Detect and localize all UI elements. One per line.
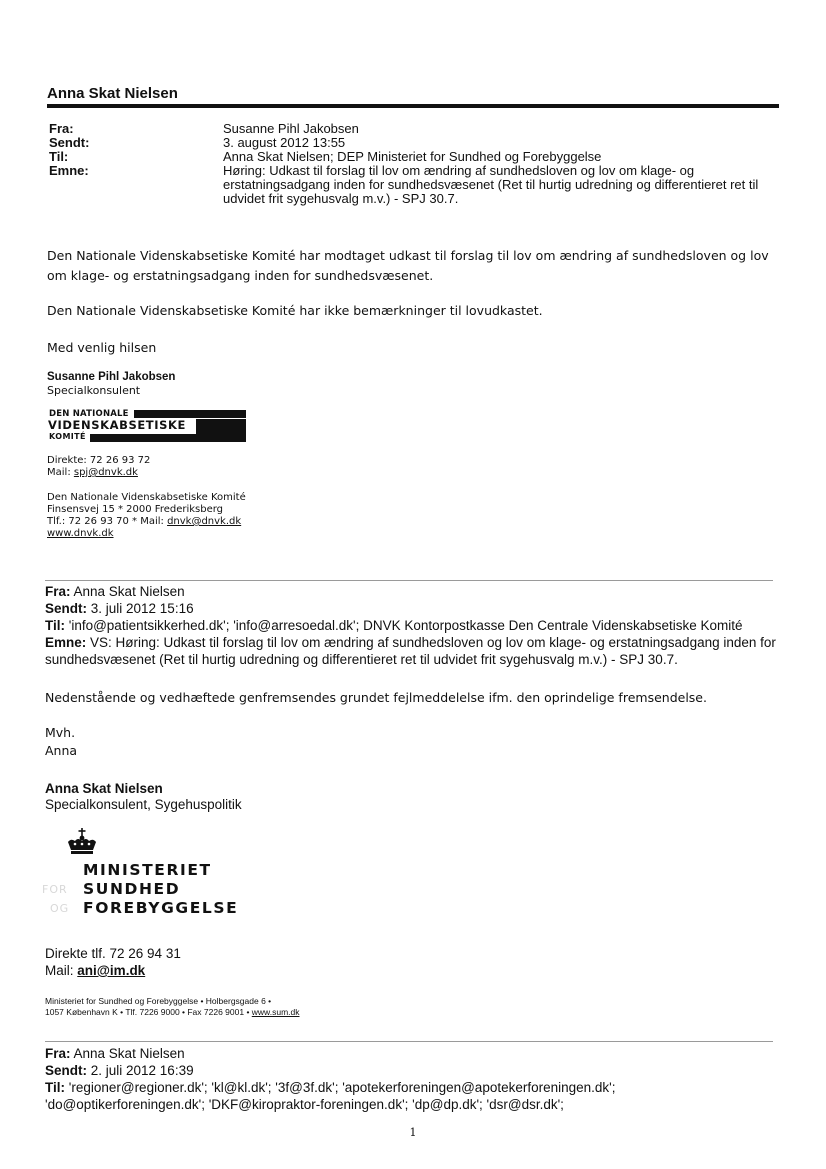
dnvk-logo bbox=[48, 409, 246, 443]
ministry-logo-line2: SUNDHED bbox=[83, 880, 181, 898]
logo-bar bbox=[196, 419, 246, 442]
mail-link[interactable]: ani@im.dk bbox=[77, 963, 146, 978]
crown-icon bbox=[62, 826, 102, 862]
forward-from bbox=[45, 583, 780, 600]
ministry-logo-ghost2: OG bbox=[50, 902, 70, 915]
sent-value: 2. juli 2012 16:39 bbox=[87, 1063, 194, 1078]
signature-address: Finsensvej 15 * 2000 Frederiksberg bbox=[47, 504, 224, 515]
to-value: 'info@patientsikkerhed.dk'; 'info@arresoedal.dk'; DNVK Kontorpostkasse Den Centrale Videnskabsetiske Komité bbox=[65, 618, 743, 633]
sent-label: Sendt: bbox=[49, 135, 90, 150]
subject-value: Høring: Udkast til forslag til lov om ændring af sundhedsloven og lov om klage- og erstatningsadgang inden for sundhedsvæsenet (Ret til hurtig udredning og differentieret ret til udvidet frit sygehusvalg m.v.) - SPJ 30.7. bbox=[223, 163, 759, 206]
mail-label: Mail: bbox=[45, 963, 78, 978]
phone-mail-label: Tlf.: 72 26 93 70 * Mail: bbox=[47, 516, 168, 527]
from-value: Susanne Pihl Jakobsen bbox=[223, 121, 359, 136]
forward-to bbox=[45, 617, 780, 634]
forward-header-1 bbox=[45, 583, 780, 668]
message-separator bbox=[45, 1041, 773, 1042]
sent-value: 3. juli 2012 15:16 bbox=[87, 601, 194, 616]
forward-sent bbox=[45, 1062, 785, 1079]
ministry-logo-line1: MINISTERIET bbox=[83, 861, 212, 879]
to-label: Til: bbox=[49, 149, 69, 164]
signature2-name: Anna Skat Nielsen bbox=[45, 781, 163, 796]
subject-label: Emne: bbox=[45, 635, 87, 650]
subject-label: Emne: bbox=[49, 163, 89, 178]
ministry-footer-line2 bbox=[45, 1007, 300, 1018]
signature-phone-mail bbox=[47, 516, 241, 528]
signature-title: Specialkonsulent bbox=[47, 384, 141, 397]
signature-name: Susanne Pihl Jakobsen bbox=[47, 371, 176, 383]
forward-sent bbox=[45, 600, 780, 617]
forward-header-2 bbox=[45, 1045, 785, 1113]
from-label: Fra: bbox=[45, 1046, 71, 1061]
signature-mail bbox=[47, 467, 138, 479]
forward-greeting: Mvh. bbox=[45, 725, 76, 740]
logo-text-line2: VIDENSKABSETISKE bbox=[48, 418, 186, 432]
from-value: Anna Skat Nielsen bbox=[70, 584, 185, 599]
to-value: Anna Skat Nielsen; DEP Ministeriet for Sundhed og Forebyggelse bbox=[223, 149, 602, 164]
mail-link[interactable]: spj@dnvk.dk bbox=[73, 467, 138, 478]
header-rule bbox=[47, 104, 779, 108]
footer-text: 1057 København K • Tlf. 7226 9000 • Fax 7226 9001 • bbox=[45, 1007, 252, 1017]
signature2-mail bbox=[45, 963, 145, 978]
signature-org: Den Nationale Videnskabsetiske Komité bbox=[47, 492, 246, 503]
to-value: 'regioner@regioner.dk'; 'kl@kl.dk'; '3f@3f.dk'; 'apotekerforeningen@apotekerforeningen.dk'; bbox=[65, 1080, 616, 1095]
ministry-logo-ghost1: FOR bbox=[42, 883, 68, 896]
website-link[interactable]: www.dnvk.dk bbox=[47, 528, 114, 539]
message-separator bbox=[45, 580, 773, 581]
ministry-website-link[interactable]: www.sum.dk bbox=[251, 1007, 300, 1017]
signature2-title: Specialkonsulent, Sygehuspolitik bbox=[45, 797, 242, 812]
body-paragraph-1: Den Nationale Videnskabsetiske Komité har modtaget udkast til forslag til lov om ændring af sundhedsloven og lov om klage- og erstatningsadgang inden for sundhedsvæsenet. bbox=[47, 248, 769, 283]
forward-greeting-name: Anna bbox=[45, 743, 78, 758]
closing: Med venlig hilsen bbox=[47, 340, 157, 355]
org-mail-link[interactable]: dnvk@dnvk.dk bbox=[167, 516, 242, 527]
ministry-logo-line3: FOREBYGGELSE bbox=[83, 899, 239, 917]
logo-bar bbox=[90, 434, 196, 442]
to-label: Til: bbox=[45, 1080, 65, 1095]
body-paragraph-2: Den Nationale Videnskabsetiske Komité har ikke bemærkninger til lovudkastet. bbox=[47, 303, 543, 318]
ministry-footer-line1: Ministeriet for Sundhed og Forebyggelse • Holbergsgade 6 • bbox=[45, 996, 272, 1006]
from-value: Anna Skat Nielsen bbox=[70, 1046, 185, 1061]
mailbox-owner-name: Anna Skat Nielsen bbox=[47, 85, 178, 102]
logo-bar bbox=[134, 410, 246, 418]
subject-value: VS: Høring: Udkast til forslag til lov om ændring af sundhedsloven og lov om klage- og erstatningsadgang inden for sundhedsvæsenet (Ret til hurtig udredning og differentieret ret til udvidet frit sygehusvalg m.v.) - SPJ 30.7. bbox=[45, 635, 776, 667]
logo-text-line3: KOMITÉ bbox=[49, 432, 86, 441]
mail-label: Mail: bbox=[47, 467, 74, 478]
from-label: Fra: bbox=[49, 121, 74, 136]
from-label: Fra: bbox=[45, 584, 71, 599]
forward-to-continued: 'do@optikerforeningen.dk'; 'DKF@kiropraktor-foreningen.dk'; 'dp@dp.dk'; 'dsr@dsr.dk'; bbox=[45, 1097, 564, 1112]
forward-subject bbox=[45, 634, 780, 668]
logo-text-line1: DEN NATIONALE bbox=[49, 409, 129, 419]
forward-to bbox=[45, 1079, 785, 1096]
signature2-direct-phone: Direkte tlf. 72 26 94 31 bbox=[45, 946, 181, 961]
forward-message: Nedenstående og vedhæftede genfremsendes grundet fejlmeddelelse ifm. den oprindelige fremsendelse. bbox=[45, 690, 707, 705]
to-label: Til: bbox=[45, 618, 65, 633]
sent-label: Sendt: bbox=[45, 1063, 87, 1078]
sent-label: Sendt: bbox=[45, 601, 87, 616]
signature-direct-phone: Direkte: 72 26 93 72 bbox=[47, 455, 151, 466]
page-number: 1 bbox=[409, 1126, 417, 1139]
forward-from bbox=[45, 1045, 785, 1062]
ministry-logo bbox=[42, 826, 262, 926]
sent-value: 3. august 2012 13:55 bbox=[223, 135, 346, 150]
